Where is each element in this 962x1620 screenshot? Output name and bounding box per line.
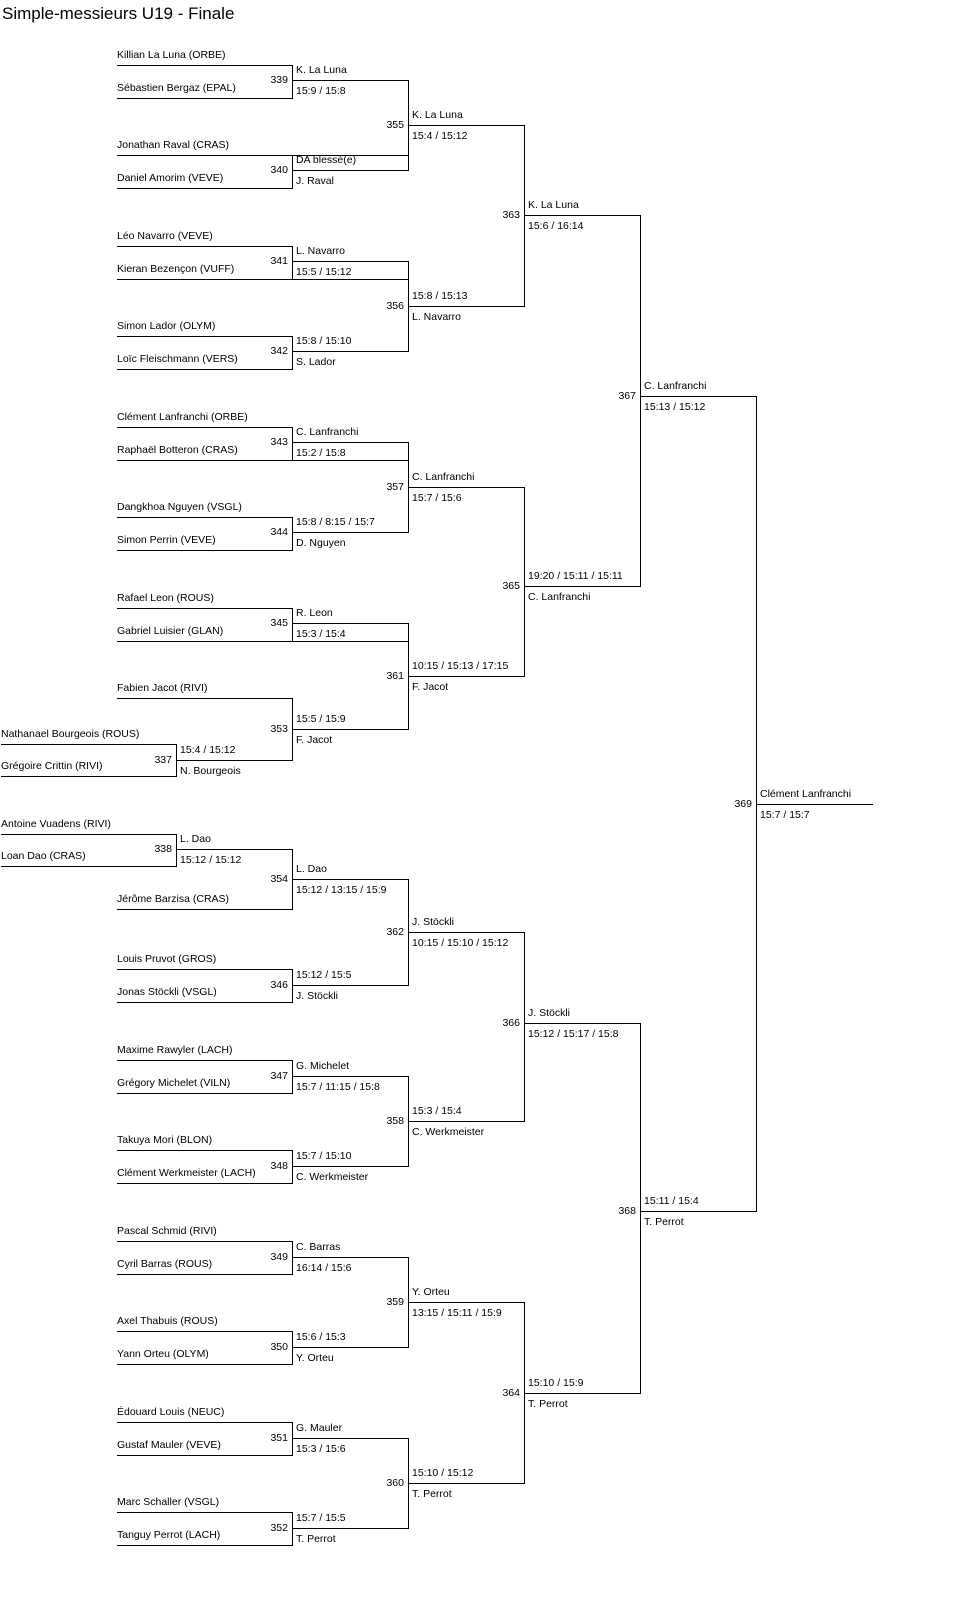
player-entry: Axel Thabuis (ROUS) <box>117 1315 218 1327</box>
player-entry: Louis Pruvot (GROS) <box>117 953 217 965</box>
player-entry: Gabriel Luisier (GLAN) <box>117 625 224 637</box>
player-entry: Takuya Mori (BLON) <box>117 1134 213 1146</box>
match-result: 15:7 / 15:10 <box>296 1150 352 1162</box>
bracket-line <box>292 336 293 370</box>
match-result: T. Perrot <box>528 1398 568 1410</box>
bracket-line <box>117 98 293 99</box>
bracket-line <box>640 215 641 587</box>
match-number: 363 <box>502 209 520 221</box>
bracket-line <box>292 261 409 262</box>
bracket-line <box>524 932 525 1122</box>
match-result: 15:4 / 15:12 <box>180 744 236 756</box>
match-number: 359 <box>386 1296 404 1308</box>
player-entry: Léo Navarro (VEVE) <box>117 230 213 242</box>
bracket-line <box>117 65 293 66</box>
bracket-line <box>292 351 409 352</box>
player-entry: Rafael Leon (ROUS) <box>117 592 214 604</box>
bracket-line <box>292 1166 409 1167</box>
bracket-line <box>117 698 293 699</box>
player-entry: Daniel Amorim (VEVE) <box>117 172 224 184</box>
bracket-line <box>408 1121 525 1122</box>
match-number: 355 <box>386 119 404 131</box>
match-number: 356 <box>386 300 404 312</box>
bracket-line <box>117 1274 293 1275</box>
match-result: 15:12 / 15:5 <box>296 969 352 981</box>
match-number: 368 <box>618 1205 636 1217</box>
match-result: L. Navarro <box>296 245 346 257</box>
bracket-line <box>292 155 293 189</box>
match-result: 15:10 / 15:9 <box>528 1377 584 1389</box>
player-entry: Grégoire Crittin (RIVI) <box>1 760 103 772</box>
bracket-line <box>117 1150 293 1151</box>
match-number: 361 <box>386 670 404 682</box>
match-number: 343 <box>270 436 288 448</box>
match-result: 15:12 / 15:17 / 15:8 <box>528 1028 619 1040</box>
bracket-line <box>117 279 409 280</box>
match-result: 15:4 / 15:12 <box>412 130 468 142</box>
match-result: C. Lanfranchi <box>296 426 359 438</box>
match-result: G. Mauler <box>296 1422 343 1434</box>
player-entry: Killian La Luna (ORBE) <box>117 49 226 61</box>
bracket-line <box>292 969 293 1003</box>
player-entry: Marc Schaller (VSGL) <box>117 1496 220 1508</box>
bracket-line <box>292 246 293 280</box>
player-entry: Simon Lador (OLYM) <box>117 320 216 332</box>
match-result: 16:14 / 15:6 <box>296 1262 352 1274</box>
bracket-line <box>176 849 293 850</box>
bracket-line <box>640 1023 641 1394</box>
bracket-line <box>292 1347 409 1348</box>
player-entry: Pascal Schmid (RIVI) <box>117 1225 217 1237</box>
bracket-line <box>292 879 409 880</box>
bracket-line <box>640 1211 757 1212</box>
match-number: 365 <box>502 580 520 592</box>
match-number: 366 <box>502 1017 520 1029</box>
match-result: 15:8 / 15:13 <box>412 290 468 302</box>
bracket-line <box>292 427 293 461</box>
match-result: T. Perrot <box>644 1216 684 1228</box>
match-result: 15:8 / 15:10 <box>296 335 352 347</box>
bracket-line <box>292 1331 293 1365</box>
match-result: 15:7 / 11:15 / 15:8 <box>296 1081 380 1093</box>
player-entry: Loan Dao (CRAS) <box>1 850 86 862</box>
player-entry: Antoine Vuadens (RIVI) <box>1 818 111 830</box>
bracket-line <box>1 866 177 867</box>
match-result: 15:7 / 15:5 <box>296 1512 346 1524</box>
match-number: 342 <box>270 345 288 357</box>
match-number: 362 <box>386 926 404 938</box>
bracket-line <box>292 1528 409 1529</box>
player-entry: Jonas Stöckli (VSGL) <box>117 986 217 998</box>
player-entry: Sébastien Bergaz (EPAL) <box>117 82 236 94</box>
match-result: 15:5 / 15:12 <box>296 266 352 278</box>
match-result: C. Werkmeister <box>412 1126 485 1138</box>
bracket-line <box>292 623 409 624</box>
match-result: J. Stöckli <box>528 1007 571 1019</box>
match-result: 13:15 / 15:11 / 15:9 <box>412 1307 502 1319</box>
bracket-line <box>408 125 525 126</box>
match-result: L. Dao <box>296 863 327 875</box>
match-result: 15:8 / 8:15 / 15:7 <box>296 516 375 528</box>
player-entry: Grégory Michelet (VILN) <box>117 1077 231 1089</box>
player-entry: Clément Werkmeister (LACH) <box>117 1167 256 1179</box>
match-result: J. Raval <box>296 175 334 187</box>
bracket-line <box>292 80 409 81</box>
bracket-line <box>524 1393 641 1394</box>
player-entry: Gustaf Mauler (VEVE) <box>117 1439 221 1451</box>
match-result: 15:12 / 15:12 <box>180 854 242 866</box>
bracket-line <box>117 641 409 642</box>
bracket-line <box>117 1422 293 1423</box>
player-entry: Clément Lanfranchi (ORBE) <box>117 411 248 423</box>
match-result: G. Michelet <box>296 1060 350 1072</box>
match-number: 351 <box>270 1432 288 1444</box>
bracket-line <box>117 1455 293 1456</box>
player-entry: Fabien Jacot (RIVI) <box>117 682 208 694</box>
bracket-line <box>176 760 293 761</box>
match-result: D. Nguyen <box>296 537 346 549</box>
match-result: 10:15 / 15:13 / 17:15 <box>412 660 509 672</box>
match-number: 358 <box>386 1115 404 1127</box>
player-entry: Simon Perrin (VEVE) <box>117 534 216 546</box>
bracket-line <box>117 608 293 609</box>
match-result: 15:3 / 15:6 <box>296 1443 346 1455</box>
match-number: 345 <box>270 617 288 629</box>
player-entry: Loïc Fleischmann (VERS) <box>117 353 238 365</box>
match-result: 15:5 / 15:9 <box>296 713 346 725</box>
match-result: F. Jacot <box>412 681 449 693</box>
match-number: 360 <box>386 1477 404 1489</box>
match-result: J. Stöckli <box>296 990 339 1002</box>
match-result: 15:3 / 15:4 <box>412 1105 462 1117</box>
bracket-line <box>292 517 293 551</box>
match-number: 352 <box>270 1522 288 1534</box>
match-number: 349 <box>270 1251 288 1263</box>
match-result: S. Lador <box>296 356 336 368</box>
player-entry: Dangkhoa Nguyen (VSGL) <box>117 501 242 513</box>
match-result: C. Werkmeister <box>296 1171 369 1183</box>
bracket-line <box>408 676 525 677</box>
match-result: T. Perrot <box>412 1488 452 1500</box>
match-result: L. Navarro <box>412 311 462 323</box>
bracket-line <box>292 532 409 533</box>
match-result: 15:12 / 13:15 / 15:9 <box>296 884 387 896</box>
match-number: 367 <box>618 390 636 402</box>
bracket-line <box>1 834 177 835</box>
match-number: 347 <box>270 1070 288 1082</box>
bracket-line <box>117 1241 293 1242</box>
bracket-line <box>292 1076 409 1077</box>
bracket-line <box>117 550 293 551</box>
bracket-line <box>292 1438 409 1439</box>
match-result: F. Jacot <box>296 734 333 746</box>
bracket-line <box>117 1060 293 1061</box>
match-result: K. La Luna <box>528 199 579 211</box>
bracket-line <box>176 834 177 867</box>
bracket-line <box>408 306 525 307</box>
player-entry: Kieran Bezençon (VUFF) <box>117 263 235 275</box>
bracket-line <box>640 396 757 397</box>
bracket-line <box>117 1002 293 1003</box>
match-number: 348 <box>270 1160 288 1172</box>
bracket-line <box>292 65 293 99</box>
bracket-line <box>292 608 293 642</box>
bracket-line <box>117 427 293 428</box>
match-result: L. Dao <box>180 833 211 845</box>
bracket-line <box>292 1150 293 1184</box>
match-number: 350 <box>270 1341 288 1353</box>
match-number: 344 <box>270 526 288 538</box>
bracket-line <box>292 985 409 986</box>
match-result: 19:20 / 15:11 / 15:11 <box>528 570 623 582</box>
match-number: 353 <box>270 723 288 735</box>
player-entry: Maxime Rawyler (LACH) <box>117 1044 233 1056</box>
player-entry: Yann Orteu (OLYM) <box>117 1348 209 1360</box>
match-result: Y. Orteu <box>296 1352 334 1364</box>
match-result: 15:7 / 15:7 <box>760 809 810 821</box>
match-result: 15:2 / 15:8 <box>296 447 346 459</box>
match-result: 15:6 / 16:14 <box>528 220 584 232</box>
bracket-line <box>1 744 177 745</box>
bracket-line <box>292 1512 293 1546</box>
bracket-line <box>1 776 177 777</box>
bracket-line <box>117 188 293 189</box>
match-result: 15:9 / 15:8 <box>296 85 346 97</box>
bracket-line <box>117 1331 293 1332</box>
match-result: C. Lanfranchi <box>528 591 591 603</box>
player-entry: Jonathan Raval (CRAS) <box>117 139 230 151</box>
bracket-line <box>756 804 873 805</box>
match-result: N. Bourgeois <box>180 765 241 777</box>
bracket-line <box>117 1512 293 1513</box>
page-title: Simple-messieurs U19 - Finale <box>2 4 235 23</box>
match-result: Clément Lanfranchi <box>760 788 852 800</box>
match-number: 339 <box>270 74 288 86</box>
bracket-line <box>117 369 293 370</box>
bracket-line <box>292 442 409 443</box>
bracket-line <box>117 460 409 461</box>
match-number: 357 <box>386 481 404 493</box>
bracket-line <box>524 125 525 307</box>
bracket-line <box>292 170 409 171</box>
bracket-line <box>408 1302 525 1303</box>
bracket-line <box>117 1093 293 1094</box>
match-result: J. Stöckli <box>412 916 455 928</box>
bracket-line <box>117 155 409 156</box>
bracket-line <box>524 586 641 587</box>
match-result: 15:7 / 15:6 <box>412 492 462 504</box>
match-result: C. Lanfranchi <box>644 380 707 392</box>
bracket-line <box>117 246 293 247</box>
match-result: 15:11 / 15:4 <box>644 1195 699 1207</box>
match-result: 15:13 / 15:12 <box>644 401 706 413</box>
player-entry: Jérôme Barzisa (CRAS) <box>117 893 230 905</box>
match-result: 15:3 / 15:4 <box>296 628 346 640</box>
player-entry: Nathanael Bourgeois (ROUS) <box>1 728 140 740</box>
match-number: 346 <box>270 979 288 991</box>
bracket-line <box>292 1241 293 1275</box>
match-result: 10:15 / 15:10 / 15:12 <box>412 937 509 949</box>
bracket-line <box>117 969 293 970</box>
bracket-line <box>117 1545 293 1546</box>
match-result: 15:6 / 15:3 <box>296 1331 346 1343</box>
match-result: 15:10 / 15:12 <box>412 1467 474 1479</box>
bracket-line <box>117 1183 293 1184</box>
match-result: K. La Luna <box>296 64 347 76</box>
match-result: R. Leon <box>296 607 333 619</box>
player-entry: Cyril Barras (ROUS) <box>117 1258 213 1270</box>
bracket-line <box>408 487 525 488</box>
player-entry: Édouard Louis (NEUC) <box>117 1406 225 1418</box>
bracket-line <box>292 729 409 730</box>
match-result: Y. Orteu <box>412 1286 450 1298</box>
player-entry: Raphaël Botteron (CRAS) <box>117 444 238 456</box>
bracket-line <box>292 1422 293 1456</box>
match-result: K. La Luna <box>412 109 463 121</box>
match-result: T. Perrot <box>296 1533 336 1545</box>
bracket-line <box>524 1023 641 1024</box>
match-result: C. Barras <box>296 1241 341 1253</box>
bracket-line <box>292 1060 293 1094</box>
bracket-line <box>408 1483 525 1484</box>
match-number: 354 <box>270 873 288 885</box>
bracket-line <box>524 487 525 677</box>
bracket-line <box>292 1257 409 1258</box>
player-entry: Tanguy Perrot (LACH) <box>117 1529 221 1541</box>
match-number: 341 <box>270 255 288 267</box>
match-number: 369 <box>734 798 752 810</box>
bracket-line <box>117 336 293 337</box>
bracket-line <box>117 1364 293 1365</box>
match-result: DA blessé(e) <box>296 154 357 166</box>
match-number: 337 <box>154 754 172 766</box>
match-number: 364 <box>502 1387 520 1399</box>
match-number: 338 <box>154 843 172 855</box>
bracket-line <box>117 909 293 910</box>
bracket-line <box>117 517 293 518</box>
match-result: C. Lanfranchi <box>412 471 475 483</box>
bracket-line <box>408 932 525 933</box>
bracket-line <box>524 215 641 216</box>
match-number: 340 <box>270 164 288 176</box>
